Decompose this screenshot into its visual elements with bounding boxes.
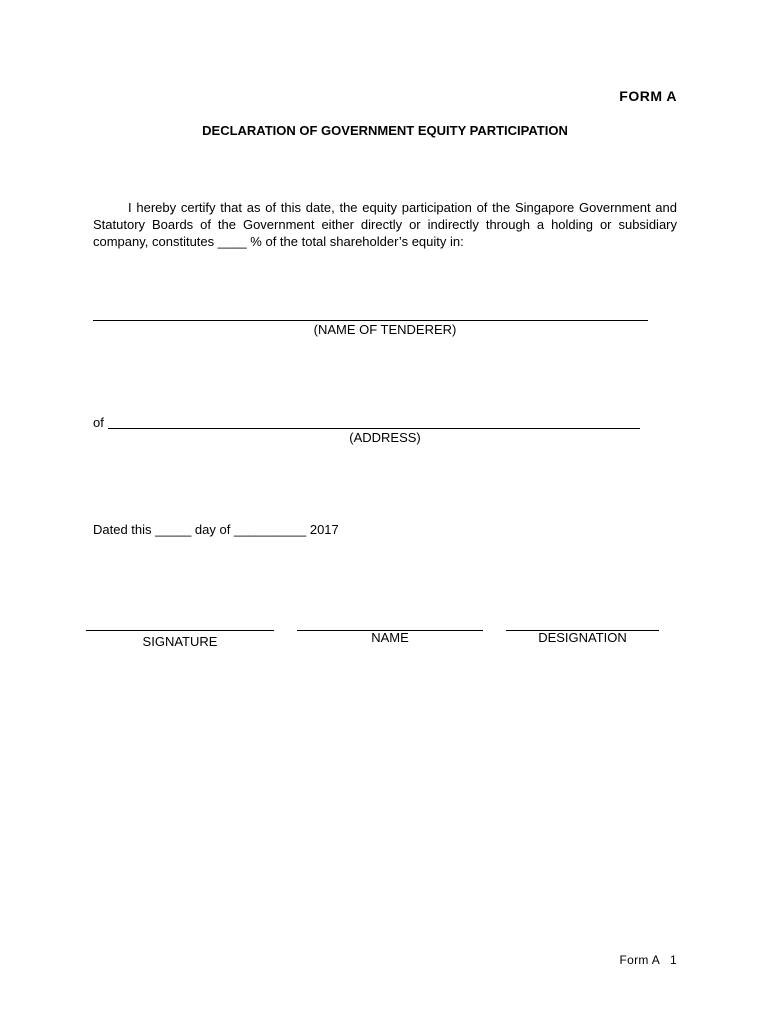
designation-caption: DESIGNATION xyxy=(538,630,627,645)
declaration-paragraph: I hereby certify that as of this date, the equity participation of the Singapore Government and Statutory Boards of the Government either directly or indirectly through a holding or subsidiary company, constitutes ____ % of the total shareholder’s equity in: xyxy=(93,200,677,249)
tenderer-name-caption: (NAME OF TENDERER) xyxy=(313,322,457,337)
form-label: FORM A xyxy=(619,88,677,104)
page-number: 1 xyxy=(670,953,677,967)
footer-label: Form A xyxy=(619,953,661,967)
signature-caption: SIGNATURE xyxy=(142,634,218,649)
address-line xyxy=(108,428,640,429)
document-title: DECLARATION OF GOVERNMENT EQUITY PARTICIPATION xyxy=(202,123,568,138)
address-prefix: of xyxy=(93,415,104,430)
signature-line xyxy=(86,630,274,631)
page-footer xyxy=(620,953,677,967)
name-caption: NAME xyxy=(371,630,409,645)
address-caption: (ADDRESS) xyxy=(349,430,421,445)
tenderer-name-line xyxy=(93,320,648,321)
dated-line: Dated this _____ day of __________ 2017 xyxy=(93,522,339,537)
